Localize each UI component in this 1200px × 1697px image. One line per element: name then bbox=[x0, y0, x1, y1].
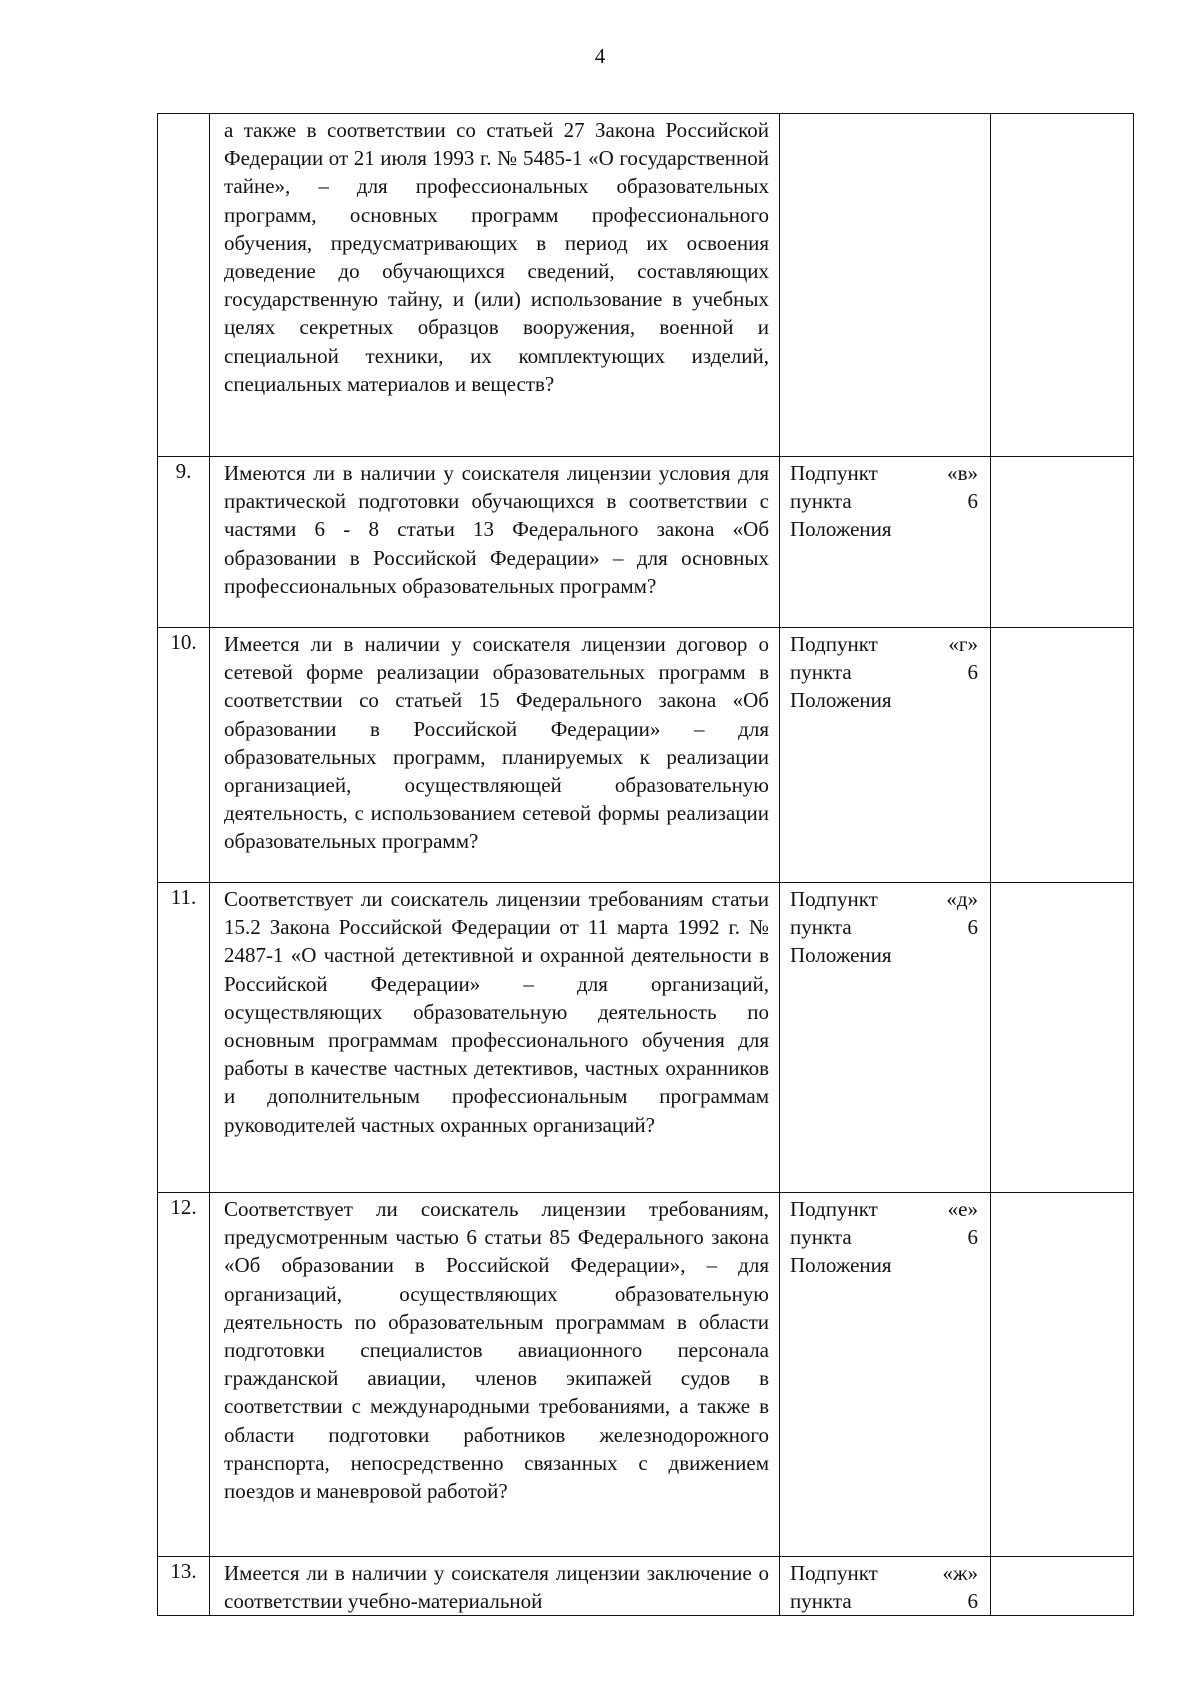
table-row bbox=[158, 1193, 1134, 1557]
ref-subpoint: Подпункт bbox=[790, 1197, 878, 1221]
ref-subpoint: Подпункт bbox=[790, 887, 878, 911]
page-number: 4 bbox=[594, 44, 606, 68]
ref-point: пункта bbox=[790, 489, 852, 514]
table-row bbox=[158, 114, 1134, 457]
ref-subpoint: Подпункт bbox=[790, 1561, 878, 1585]
ref-document: Положения bbox=[790, 1253, 892, 1278]
ref-letter: «г» bbox=[948, 632, 978, 656]
table-row bbox=[158, 457, 1134, 628]
question-text: Имеется ли в наличии у соискателя лицензии заключение о соответствии учебно-материальной bbox=[210, 1557, 780, 1616]
answer-cell bbox=[991, 628, 1134, 883]
question-text: Имеется ли в наличии у соискателя лицензии договор о сетевой форме реализации образовательных программ в соответствии со статьей 15 Федерального закона «Об образовании в Российской Федерации» – для образовательных программ, планируемых к реализации организацией, осуществляющей образовательную деятельность, с использованием сетевой формы реализации образовательных программ? bbox=[210, 628, 780, 883]
ref-document: Положения bbox=[790, 688, 892, 713]
ref-point: пункта bbox=[790, 1225, 852, 1250]
table-row bbox=[158, 628, 1134, 883]
ref-letter: «ж» bbox=[942, 1561, 978, 1585]
question-text: а также в соответствии со статьей 27 Закона Российской Федерации от 21 июля 1993 г. № 5485-1 «О государственной тайне», – для профессиональных образовательных программ, основных программ профессионального обучения, предусматривающих в период их освоения доведение до обучающихся сведений, составляющих государственную тайну, и (или) использование в учебных целях секретных образцов вооружения, военной и специальной техники, их комплектующих изделий, специальных материалов и веществ? bbox=[210, 114, 780, 457]
legal-reference-cell bbox=[780, 628, 991, 883]
legal-reference-cell bbox=[780, 1193, 991, 1557]
ref-document: Положения bbox=[790, 943, 892, 968]
row-number: 12. bbox=[158, 1193, 210, 1557]
ref-point-number: 6 bbox=[967, 1225, 978, 1250]
ref-point: пункта bbox=[790, 1589, 852, 1614]
ref-subpoint: Подпункт bbox=[790, 632, 878, 656]
row-number: 9. bbox=[158, 457, 210, 628]
answer-cell bbox=[991, 114, 1134, 457]
ref-point: пункта bbox=[790, 915, 852, 940]
legal-reference-cell bbox=[780, 457, 991, 628]
legal-reference-cell bbox=[780, 883, 991, 1193]
ref-point-number: 6 bbox=[967, 660, 978, 685]
ref-letter: «е» bbox=[947, 1197, 978, 1221]
answer-cell bbox=[991, 457, 1134, 628]
ref-point-number: 6 bbox=[967, 1589, 978, 1614]
checklist-table bbox=[157, 113, 1134, 1616]
row-number bbox=[158, 114, 210, 457]
ref-point-number: 6 bbox=[967, 489, 978, 514]
answer-cell bbox=[991, 1193, 1134, 1557]
row-number: 11. bbox=[158, 883, 210, 1193]
legal-reference-cell bbox=[780, 1557, 991, 1616]
ref-letter: «д» bbox=[946, 887, 978, 911]
answer-cell bbox=[991, 1557, 1134, 1616]
ref-point-number: 6 bbox=[967, 915, 978, 940]
row-number: 10. bbox=[158, 628, 210, 883]
table-row bbox=[158, 883, 1134, 1193]
ref-subpoint: Подпункт bbox=[790, 461, 878, 485]
question-text: Соответствует ли соискатель лицензии требованиям статьи 15.2 Закона Российской Федерации от 11 марта 1992 г. № 2487-1 «О частной детективной и охранной деятельности в Российской Федерации» – для организаций, осуществляющих образовательную деятельность по основным программам профессионального обучения для работы в качестве частных детективов, частных охранников и дополнительным профессиональным программам руководителей частных охранных организаций? bbox=[210, 883, 780, 1193]
ref-document: Положения bbox=[790, 517, 892, 542]
answer-cell bbox=[991, 883, 1134, 1193]
question-text: Имеются ли в наличии у соискателя лицензии условия для практической подготовки обучающихся в соответствии с частями 6 - 8 статьи 13 Федерального закона «Об образовании в Российской Федерации» – для основных профессиональных образовательных программ? bbox=[210, 457, 780, 628]
table-row bbox=[158, 1557, 1134, 1616]
question-text: Соответствует ли соискатель лицензии требованиям, предусмотренным частью 6 статьи 85 Федерального закона «Об образовании в Российской Федерации», – для организаций, осуществляющих образовательную деятельность по образовательным программам в области подготовки специалистов авиационного персонала гражданской авиации, членов экипажей судов в соответствии с международными требованиями, а также в области подготовки работников железнодорожного транспорта, непосредственно связанных с движением поездов и маневровой работой? bbox=[210, 1193, 780, 1557]
row-number: 13. bbox=[158, 1557, 210, 1616]
legal-reference-cell bbox=[780, 114, 991, 457]
ref-point: пункта bbox=[790, 660, 852, 685]
ref-letter: «в» bbox=[947, 461, 978, 485]
